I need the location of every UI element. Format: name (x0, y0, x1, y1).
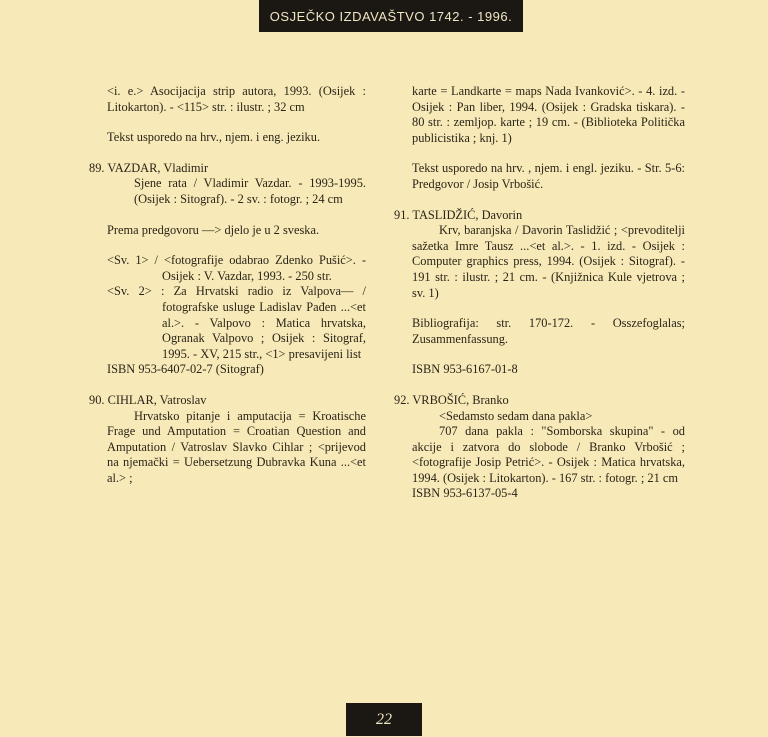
entry-91-description: Krv, baranjska / Davorin Taslidžić ; <prevoditelji sažetka Imre Tausz ...<et al.>. - 1. izd. - Osijek : Computer graphics press, 1994. (Osijek : Sitograf). - 191 str. : ilustr. ; 21 cm. - (Knjižnica Kule vjetrova ; sv. 1) (412, 223, 685, 300)
continued-entry-description: karte = Landkarte = maps Nada Ivanković>. - 4. izd. - Osijek : Pan liber, 1994. (Osijek : Gradska tiskara). - 80 str. : zemljop. karte ; 19 cm. - (Biblioteka Politička publicistika ; knj. 1) (412, 84, 685, 145)
entry-90-heading: 90. CIHLAR, Vatroslav (89, 392, 207, 407)
entry-91-heading: 91. TASLIDŽIĆ, Davorin (394, 207, 523, 222)
entry-90-description: Hrvatsko pitanje i amputacija = Kroatische Frage und Amputation = Croatian Question and Amputation / Vatroslav Slavko Cihlar ; <prijevod na njemački = Uebersetzung Dubravka Kuna ...<et al.> ; (107, 408, 366, 485)
continued-entry-text: <i. e.> Asocijacija strip autora, 1993. (Osijek : Litokarton). - <115> str. : ilustr. ; 32 cm (107, 84, 366, 114)
entry-92-description: 707 dana pakla : "Somborska skupina" - od akcije i zatvora do slobode / Branko Vrbošić ; <fotografije Josip Petrić>. - Osijek : Matica hrvatska, 1994. (Osijek : Litokarton). - 167 str. : fotogr. ; 21 cm (412, 424, 685, 485)
entry-92-isbn: ISBN 953-6137-05-4 (412, 486, 518, 501)
entry-92-heading: 92. VRBOŠIĆ, Branko (394, 392, 509, 407)
left-column (89, 84, 366, 486)
entry-91-isbn: ISBN 953-6167-01-8 (412, 362, 518, 377)
continued-entry-note: Tekst usporedo na hrv., njem. i eng. jeziku. (107, 130, 321, 145)
page-number: 22 (346, 703, 422, 736)
entry-89-volume-2: <Sv. 2> : Za Hrvatski radio iz Valpova— / fotografske usluge Ladislav Pađen ...<et al.>. - Valpovo : Matica hrvatska, Ogranak Valpovo ; Osijek : Sitograf, 1995. - XV, 215 str., <1> presavijeni list (107, 284, 366, 361)
entry-89-description: Sjene rata / Vladimir Vazdar. - 1993-1995. (Osijek : Sitograf). - 2 sv. : fotogr. ; 24 cm (134, 176, 366, 206)
entry-92-uniform-title: <Sedamsto sedam dana pakla> (439, 408, 593, 423)
entry-89-heading: 89. VAZDAR, Vladimir (89, 160, 209, 175)
continued-entry-note: Tekst usporedo na hrv. , njem. i engl. jeziku. - Str. 5-6: Predgovor / Josip Vrbošić. (412, 161, 685, 191)
right-column (394, 84, 685, 502)
entry-89-volume-1: <Sv. 1> / <fotografije odabrao Zdenko Pušić>. - Osijek : V. Vazdar, 1993. - 250 str. (107, 253, 366, 283)
running-header: OSJEČKO IZDAVAŠTVO 1742. - 1996. (259, 0, 523, 32)
entry-89-note: Prema predgovoru —> djelo je u 2 sveska. (107, 222, 320, 237)
entry-91-note: Bibliografija: str. 170-172. - Osszefoglalas; Zusammenfassung. (412, 316, 685, 346)
entry-89-isbn: ISBN 953-6407-02-7 (Sitograf) (107, 362, 264, 377)
